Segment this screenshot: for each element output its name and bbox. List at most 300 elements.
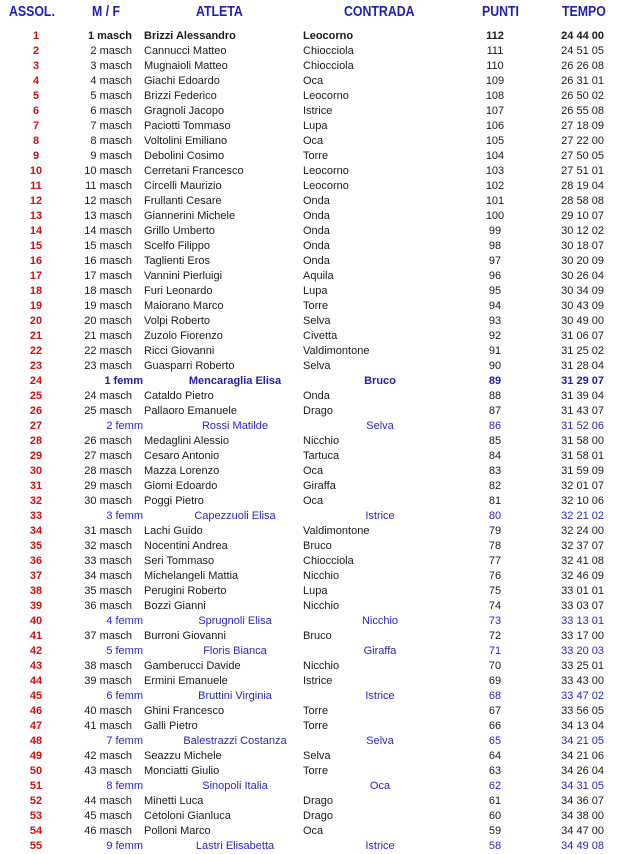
table-row	[0, 434, 626, 449]
gender-rank: 36 masch	[84, 600, 132, 612]
points: 77	[488, 555, 502, 567]
overall-position: 14	[29, 225, 43, 237]
overall-position: 17	[29, 270, 43, 282]
points: 80	[488, 510, 502, 522]
table-row	[0, 119, 626, 134]
contrada: Lupa	[303, 285, 328, 297]
contrada: Onda	[303, 195, 330, 207]
gender-rank: 33 masch	[84, 555, 132, 567]
athlete-name: Taglienti Eros	[144, 255, 211, 267]
gender-rank: 10 masch	[84, 165, 132, 177]
athlete-name: Voltolini Emiliano	[144, 135, 228, 147]
time: 32 10 06	[561, 495, 604, 507]
athlete-name: Sprugnoli Elisa	[198, 615, 272, 627]
points: 86	[488, 420, 502, 432]
overall-position: 3	[32, 60, 40, 72]
table-row	[0, 299, 626, 314]
gender-rank: 31 masch	[84, 525, 132, 537]
contrada: Drago	[303, 795, 333, 807]
athlete-name: Ghini Francesco	[144, 705, 225, 717]
points: 65	[488, 735, 502, 747]
points: 84	[488, 450, 502, 462]
table-row	[0, 74, 626, 89]
table-row	[0, 779, 626, 794]
time: 32 41 08	[561, 555, 604, 567]
points: 68	[488, 690, 502, 702]
contrada: Leocorno	[303, 180, 349, 192]
time: 33 03 07	[561, 600, 604, 612]
time: 30 34 09	[561, 285, 604, 297]
time: 27 18 09	[561, 120, 604, 132]
gender-rank: 9 masch	[90, 150, 132, 162]
contrada: Oca	[303, 495, 324, 507]
table-row	[0, 464, 626, 479]
table-row	[0, 554, 626, 569]
time: 31 58 01	[561, 450, 604, 462]
overall-position: 36	[29, 555, 43, 567]
time: 32 01 07	[561, 480, 604, 492]
contrada: Bruco	[303, 540, 332, 552]
overall-position: 6	[32, 105, 40, 117]
gender-rank: 11 masch	[85, 180, 132, 192]
table-row	[0, 749, 626, 764]
gender-rank: 20 masch	[84, 315, 132, 327]
table-row	[0, 494, 626, 509]
overall-position: 21	[29, 330, 43, 342]
athlete-name: Pallaoro Emanuele	[144, 405, 237, 417]
overall-position: 13	[29, 210, 43, 222]
time: 28 19 04	[561, 180, 604, 192]
time: 32 46 09	[561, 570, 604, 582]
points: 93	[488, 315, 502, 327]
overall-position: 12	[29, 195, 43, 207]
gender-rank: 3 masch	[90, 60, 132, 72]
overall-position: 40	[29, 615, 43, 627]
athlete-name: Mencaraglia Elisa	[188, 375, 282, 387]
athlete-name: Monciatti Giulio	[144, 765, 220, 777]
athlete-name: Capezzuoli Elisa	[194, 510, 276, 522]
athlete-name: Vannini Pierluigi	[144, 270, 223, 282]
contrada: Selva	[366, 420, 394, 432]
contrada: Selva	[303, 315, 331, 327]
athlete-name: Seazzu Michele	[144, 750, 222, 762]
time: 24 44 00	[561, 30, 604, 42]
overall-position: 28	[29, 435, 43, 447]
athlete-name: Lachi Guido	[144, 525, 203, 537]
contrada: Nicchio	[303, 435, 340, 447]
time: 30 43 09	[561, 300, 604, 312]
athlete-name: Bozzi Gianni	[144, 600, 206, 612]
athlete-name: Medaglini Alessio	[144, 435, 229, 447]
athlete-name: Minetti Luca	[144, 795, 204, 807]
table-row	[0, 794, 626, 809]
contrada: Istrice	[365, 510, 395, 522]
time: 34 26 04	[561, 765, 604, 777]
athlete-name: Grillo Umberto	[144, 225, 215, 237]
table-row	[0, 839, 626, 854]
points: 96	[488, 270, 502, 282]
athlete-name: Cannucci Matteo	[144, 45, 227, 57]
table-row	[0, 449, 626, 464]
table-row	[0, 524, 626, 539]
overall-position: 42	[29, 645, 43, 657]
athlete-name: Sinopoli Italia	[202, 780, 268, 792]
time: 33 01 01	[561, 585, 604, 597]
overall-position: 34	[29, 525, 43, 537]
table-row	[0, 149, 626, 164]
contrada: Leocorno	[303, 165, 349, 177]
table-row	[0, 824, 626, 839]
athlete-name: Maiorano Marco	[144, 300, 224, 312]
athlete-name: Frullanti Cesare	[144, 195, 222, 207]
points: 63	[488, 765, 502, 777]
table-row	[0, 254, 626, 269]
gender-rank: 3 femm	[106, 510, 143, 522]
athlete-name: Brizzi Alessandro	[144, 30, 236, 42]
gender-rank: 18 masch	[84, 285, 132, 297]
time: 30 26 04	[561, 270, 604, 282]
table-row	[0, 689, 626, 704]
points: 67	[488, 705, 502, 717]
overall-position: 18	[29, 285, 43, 297]
time: 26 50 02	[561, 90, 604, 102]
gender-rank: 8 masch	[90, 135, 132, 147]
time: 27 51 01	[561, 165, 604, 177]
gender-rank: 26 masch	[84, 435, 132, 447]
points: 100	[485, 210, 505, 222]
gender-rank: 2 femm	[106, 420, 143, 432]
athlete-name: Bruttini Virginia	[198, 690, 272, 702]
gender-rank: 42 masch	[84, 750, 132, 762]
athlete-name: Paciotti Tommaso	[144, 120, 231, 132]
points: 90	[488, 360, 502, 372]
time: 27 50 05	[561, 150, 604, 162]
table-row	[0, 539, 626, 554]
gender-rank: 39 masch	[84, 675, 132, 687]
points: 107	[485, 105, 505, 117]
points: 60	[488, 810, 502, 822]
header-atleta: ATLETA	[196, 4, 243, 20]
overall-position: 16	[29, 255, 43, 267]
time: 29 10 07	[561, 210, 604, 222]
gender-rank: 37 masch	[84, 630, 132, 642]
time: 32 24 00	[561, 525, 604, 537]
table-row	[0, 614, 626, 629]
contrada: Selva	[303, 360, 331, 372]
gender-rank: 14 masch	[84, 225, 132, 237]
time: 26 26 08	[561, 60, 604, 72]
gender-rank: 9 femm	[106, 840, 143, 852]
table-row	[0, 674, 626, 689]
header-assol: ASSOL.	[9, 4, 55, 20]
overall-position: 49	[29, 750, 43, 762]
points: 102	[485, 180, 505, 192]
time: 32 21 02	[561, 510, 604, 522]
contrada: Nicchio	[361, 615, 399, 627]
time: 31 59 09	[561, 465, 604, 477]
gender-rank: 23 masch	[84, 360, 132, 372]
contrada: Torre	[303, 705, 329, 717]
time: 28 58 08	[561, 195, 604, 207]
table-row	[0, 644, 626, 659]
time: 33 43 00	[561, 675, 604, 687]
athlete-name: Burroni Giovanni	[144, 630, 226, 642]
table-row	[0, 629, 626, 644]
time: 34 36 07	[561, 795, 604, 807]
table-row	[0, 509, 626, 524]
contrada: Chiocciola	[303, 60, 354, 72]
overall-position: 47	[29, 720, 43, 732]
overall-position: 26	[29, 405, 43, 417]
athlete-name: Cesaro Antonio	[144, 450, 220, 462]
table-row	[0, 224, 626, 239]
gender-rank: 12 masch	[84, 195, 132, 207]
time: 31 39 04	[561, 390, 604, 402]
points: 108	[485, 90, 505, 102]
gender-rank: 7 masch	[90, 120, 132, 132]
overall-position: 41	[29, 630, 43, 642]
contrada: Istrice	[365, 840, 395, 852]
table-row	[0, 734, 626, 749]
points: 109	[485, 75, 505, 87]
contrada: Oca	[369, 780, 391, 792]
contrada: Drago	[303, 810, 333, 822]
gender-rank: 35 masch	[84, 585, 132, 597]
points: 75	[488, 585, 502, 597]
points: 69	[488, 675, 502, 687]
contrada: Selva	[303, 750, 331, 762]
overall-position: 30	[29, 465, 43, 477]
athlete-name: Ricci Giovanni	[144, 345, 215, 357]
athlete-name: Zuzolo Fiorenzo	[144, 330, 223, 342]
contrada: Lupa	[303, 120, 328, 132]
overall-position: 50	[29, 765, 43, 777]
gender-rank: 6 femm	[106, 690, 143, 702]
points: 74	[488, 600, 502, 612]
contrada: Torre	[303, 300, 329, 312]
table-row	[0, 389, 626, 404]
gender-rank: 7 femm	[106, 735, 143, 747]
contrada: Selva	[366, 735, 394, 747]
gender-rank: 21 masch	[84, 330, 132, 342]
points: 81	[488, 495, 502, 507]
athlete-name: Rossi Matilde	[201, 420, 269, 432]
table-row	[0, 239, 626, 254]
gender-rank: 28 masch	[84, 465, 132, 477]
contrada: Oca	[303, 825, 324, 837]
contrada: Bruco	[303, 630, 332, 642]
overall-position: 11	[30, 180, 42, 192]
contrada: Nicchio	[303, 570, 340, 582]
overall-position: 19	[29, 300, 43, 312]
points: 104	[485, 150, 505, 162]
contrada: Onda	[303, 390, 330, 402]
overall-position: 48	[29, 735, 43, 747]
table-row	[0, 329, 626, 344]
table-row	[0, 719, 626, 734]
points: 92	[488, 330, 502, 342]
gender-rank: 5 femm	[106, 645, 143, 657]
points: 72	[488, 630, 502, 642]
table-row	[0, 344, 626, 359]
athlete-name: Lastri Elisabetta	[195, 840, 275, 852]
gender-rank: 38 masch	[84, 660, 132, 672]
athlete-name: Poggi Pietro	[144, 495, 204, 507]
overall-position: 4	[32, 75, 40, 87]
gender-rank: 19 masch	[84, 300, 132, 312]
athlete-name: Volpi Roberto	[144, 315, 211, 327]
time: 30 12 02	[561, 225, 604, 237]
contrada: Onda	[303, 225, 330, 237]
overall-position: 8	[32, 135, 40, 147]
time: 24 51 05	[561, 45, 604, 57]
points: 91	[488, 345, 502, 357]
overall-position: 23	[29, 360, 43, 372]
points: 83	[488, 465, 502, 477]
athlete-name: Seri Tommaso	[144, 555, 215, 567]
points: 97	[488, 255, 502, 267]
time: 34 31 05	[561, 780, 604, 792]
time: 33 20 03	[561, 645, 604, 657]
points: 73	[488, 615, 502, 627]
athlete-name: Gamberucci Davide	[144, 660, 241, 672]
contrada: Chiocciola	[303, 45, 354, 57]
points: 110	[486, 60, 504, 72]
table-row	[0, 479, 626, 494]
overall-position: 43	[29, 660, 43, 672]
athlete-name: Nocentini Andrea	[144, 540, 228, 552]
overall-position: 46	[29, 705, 43, 717]
table-row	[0, 659, 626, 674]
table-row	[0, 374, 626, 389]
gender-rank: 27 masch	[84, 450, 132, 462]
gender-rank: 13 masch	[84, 210, 132, 222]
points: 82	[488, 480, 502, 492]
table-row	[0, 419, 626, 434]
overall-position: 32	[29, 495, 43, 507]
time: 27 22 00	[561, 135, 604, 147]
table-row	[0, 134, 626, 149]
contrada: Bruco	[364, 375, 396, 387]
overall-position: 24	[29, 375, 43, 387]
contrada: Onda	[303, 210, 330, 222]
overall-position: 33	[29, 510, 43, 522]
contrada: Chiocciola	[303, 555, 354, 567]
contrada: Tartuca	[303, 450, 340, 462]
gender-rank: 22 masch	[84, 345, 132, 357]
gender-rank: 4 femm	[106, 615, 143, 627]
overall-position: 35	[29, 540, 43, 552]
athlete-name: Perugini Roberto	[144, 585, 227, 597]
contrada: Onda	[303, 255, 330, 267]
time: 34 38 00	[561, 810, 604, 822]
overall-position: 38	[29, 585, 43, 597]
gender-rank: 43 masch	[84, 765, 132, 777]
contrada: Nicchio	[303, 600, 340, 612]
gender-rank: 30 masch	[84, 495, 132, 507]
table-row	[0, 89, 626, 104]
gender-rank: 46 masch	[84, 825, 132, 837]
gender-rank: 8 femm	[106, 780, 143, 792]
header-contrada: CONTRADA	[344, 4, 415, 20]
time: 31 29 07	[561, 375, 604, 387]
overall-position: 25	[29, 390, 43, 402]
points: 79	[488, 525, 502, 537]
time: 34 21 06	[561, 750, 604, 762]
time: 33 56 05	[561, 705, 604, 717]
table-row	[0, 314, 626, 329]
overall-position: 10	[29, 165, 43, 177]
gender-rank: 44 masch	[84, 795, 132, 807]
points: 98	[488, 240, 502, 252]
gender-rank: 6 masch	[90, 105, 132, 117]
table-row	[0, 359, 626, 374]
points: 88	[488, 390, 502, 402]
points: 87	[488, 405, 502, 417]
overall-position: 27	[29, 420, 43, 432]
athlete-name: Guasparri Roberto	[144, 360, 235, 372]
points: 112	[486, 30, 504, 42]
gender-rank: 40 masch	[84, 705, 132, 717]
time: 31 43 07	[561, 405, 604, 417]
gender-rank: 1 femm	[104, 375, 143, 387]
overall-position: 1	[32, 30, 40, 42]
overall-position: 29	[29, 450, 43, 462]
athlete-name: Brizzi Federico	[144, 90, 217, 102]
points: 71	[488, 645, 502, 657]
contrada: Leocorno	[303, 90, 349, 102]
time: 31 58 00	[561, 435, 604, 447]
time: 34 21 05	[561, 735, 604, 747]
contrada: Istrice	[365, 690, 395, 702]
athlete-name: Galli Pietro	[144, 720, 198, 732]
overall-position: 15	[29, 240, 43, 252]
results-table	[0, 29, 626, 854]
athlete-name: Gragnoli Jacopo	[144, 105, 225, 117]
overall-position: 52	[29, 795, 43, 807]
athlete-name: Furi Leonardo	[144, 285, 213, 297]
points: 106	[485, 120, 505, 132]
contrada: Valdimontone	[303, 525, 370, 537]
table-row	[0, 284, 626, 299]
contrada: Oca	[303, 75, 324, 87]
contrada: Giraffa	[303, 480, 336, 492]
athlete-name: Giomi Edoardo	[144, 480, 218, 492]
athlete-name: Circelli Maurizio	[144, 180, 222, 192]
table-row	[0, 104, 626, 119]
contrada: Oca	[303, 135, 324, 147]
contrada: Leocorno	[303, 30, 354, 42]
athlete-name: Ermini Emanuele	[144, 675, 228, 687]
gender-rank: 17 masch	[84, 270, 132, 282]
contrada: Drago	[303, 405, 333, 417]
points: 70	[488, 660, 502, 672]
table-row	[0, 404, 626, 419]
time: 30 20 09	[561, 255, 604, 267]
athlete-name: Floris Bianca	[203, 645, 267, 657]
gender-rank: 5 masch	[90, 90, 132, 102]
points: 76	[488, 570, 502, 582]
points: 85	[488, 435, 502, 447]
points: 99	[488, 225, 502, 237]
points: 66	[488, 720, 502, 732]
overall-position: 39	[29, 600, 43, 612]
time: 30 18 07	[561, 240, 604, 252]
overall-position: 44	[29, 675, 43, 687]
points: 62	[488, 780, 502, 792]
contrada: Aquila	[303, 270, 334, 282]
contrada: Torre	[303, 720, 329, 732]
